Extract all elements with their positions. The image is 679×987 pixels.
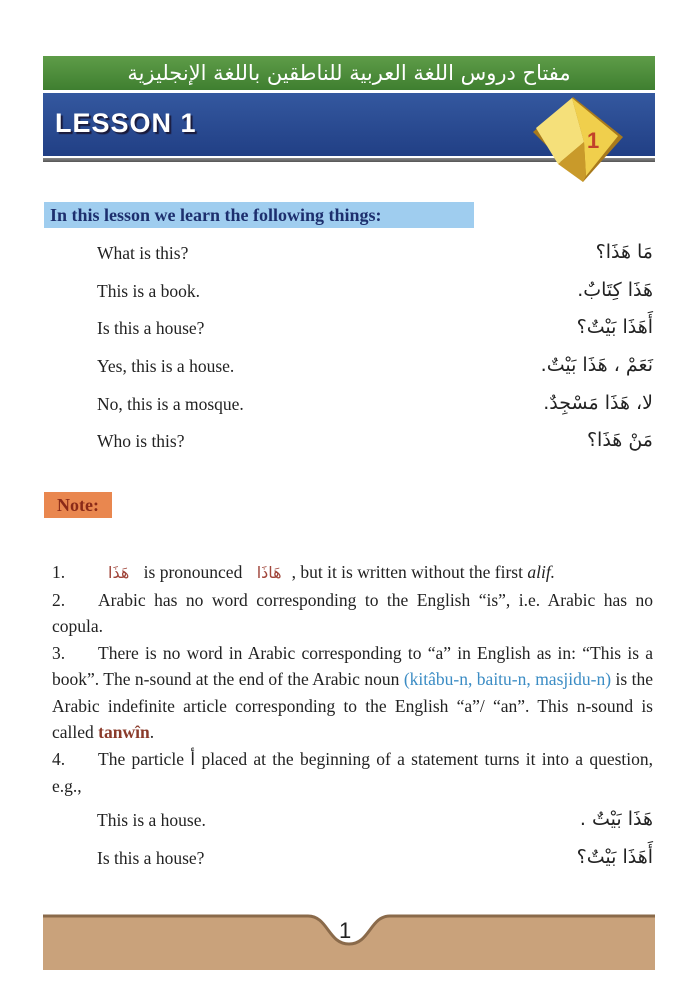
note-text: There is no word in Arabic corresponding to “a” in English as in: “This is a book”. The n-sound at the end of the Arabic noun [52, 642, 653, 689]
objective-row [97, 281, 653, 309]
objective-ar: هَذَا كِتَابٌ. [577, 279, 653, 301]
note-text: , but it is written without the first [291, 562, 523, 582]
objective-en: This is a book. [97, 281, 201, 301]
example-en: This is a house. [97, 810, 206, 830]
objective-en: What is this? [97, 243, 189, 263]
note-number: 1. [52, 562, 66, 582]
objective-en: No, this is a mosque. [97, 394, 244, 414]
note-text: is the Arabic indefinite article corresponding to the English “a”/ “an”. This n-sound is called [52, 669, 653, 742]
note-text: alif. [527, 562, 556, 582]
notes-body [52, 559, 653, 800]
example-en: Is this a house? [97, 848, 205, 868]
objective-ar: مَنْ هَذَا؟ [586, 429, 653, 451]
arabic-word: هَاذَا [256, 563, 282, 582]
book-title-banner [43, 56, 655, 90]
objective-row [97, 356, 653, 384]
objectives-heading: In this lesson we learn the following things: [44, 202, 474, 228]
lesson-title: LESSON 1 [55, 108, 197, 138]
objective-ar: مَا هَذَا؟ [595, 241, 653, 263]
lesson-badge-number: 1 [587, 128, 600, 153]
book-title-arabic: مفتاح دروس اللغة العربية للناطقين باللغة الإنجليزية [127, 61, 571, 85]
note-3 [52, 640, 653, 746]
objective-ar: أَهَذَا بَيْتٌ؟ [576, 316, 653, 338]
objective-en: Who is this? [97, 431, 185, 451]
note-text: . [149, 722, 155, 742]
note-text: placed at the beginning of a statement turns it into a question, e.g., [52, 748, 654, 796]
note-number: 4. [52, 748, 66, 769]
example-row [97, 848, 653, 876]
note-1 [52, 559, 653, 587]
objective-row [97, 394, 653, 422]
objective-en: Yes, this is a house. [97, 356, 235, 376]
note-label: Note: [44, 492, 112, 518]
note-text: is pronounced [143, 562, 243, 582]
page-number: 1 [339, 918, 352, 943]
example-ar: هَذَا بَيْتٌ . [579, 808, 653, 830]
note-number: 2. [52, 589, 66, 610]
note-text: Arabic has no word corresponding to the English “is”, i.e. Arabic has no copula. [52, 589, 653, 636]
objective-row [97, 243, 653, 271]
objective-ar: نَعَمْ ، هَذَا بَيْتٌ. [540, 354, 653, 376]
note-4 [52, 746, 653, 800]
term: tanwîn [98, 722, 150, 742]
objective-ar: لا، هَذَا مَسْجِدٌ. [543, 392, 653, 414]
objective-en: Is this a house? [97, 318, 205, 338]
transliteration: (kitâbu-n, baitu-n, masjidu-n) [403, 669, 612, 689]
example-ar: أَهَذَا بَيْتٌ؟ [576, 846, 653, 868]
note-text: The particle [98, 748, 184, 769]
open-book-icon [528, 92, 628, 187]
example-row [97, 810, 653, 838]
objective-row [97, 431, 653, 459]
note-number: 3. [52, 642, 66, 663]
arabic-word: هَذَا [108, 563, 130, 582]
arabic-particle: أ [190, 749, 196, 770]
objective-row [97, 318, 653, 346]
note-2 [52, 587, 653, 640]
